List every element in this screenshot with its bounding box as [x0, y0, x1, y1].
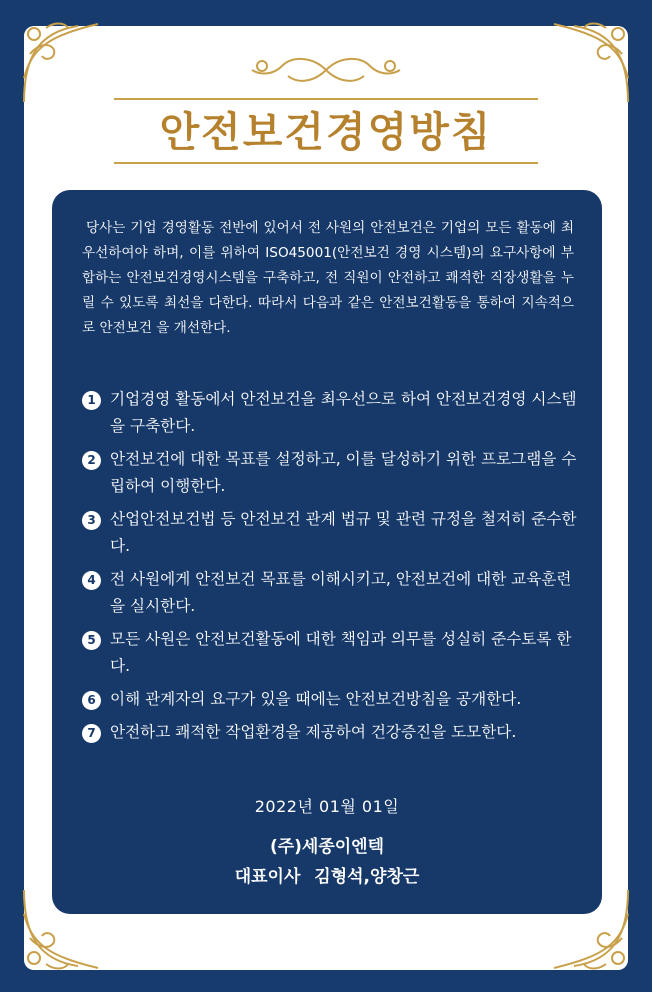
number-badge: 5 [82, 631, 101, 650]
list-item [82, 446, 580, 500]
list-item-text: 안전하고 쾌적한 작업환경을 제공하여 건강증진을 도모한다. [110, 723, 517, 741]
title-ornament-icon [242, 52, 410, 88]
page-title: 안전보건경영방침 [159, 108, 493, 156]
policy-panel [52, 190, 602, 914]
list-item [82, 506, 580, 560]
company-name: (주)세종이엔텍 [269, 837, 385, 857]
number-badge: 3 [82, 511, 101, 530]
list-item-text: 모든 사원은 안전보건활동에 대한 책임과 의무를 성실히 준수토록 한다. [110, 630, 572, 675]
number-badge: 7 [82, 724, 101, 743]
corner-flourish-icon [544, 18, 634, 108]
list-item [82, 626, 580, 680]
number-badge: 2 [82, 451, 101, 470]
intro-paragraph: 당사는 기업 경영활동 전반에 있어서 전 사원의 안전보건은 기업의 모든 활동에 최우선하여야 하며, 이를 위하여 ISO45001(안전보건 경영 시스템)의 요구사항에 부합하는 안전보건경영시스템을 구축하고, 전 직원이 안전하고 쾌적한 직장생활을 누릴 수 있도록 최선을 다한다. 따라서 다음과 같은 안전보건활동을 통하여 지속적으로 안전보건 을 개선한다. [82, 220, 574, 336]
list-item [82, 686, 580, 713]
title-rule-bottom [114, 162, 538, 164]
list-item-text: 전 사원에게 안전보건 목표를 이해시키고, 안전보건에 대한 교육훈련을 실시한다. [110, 570, 572, 615]
number-badge: 4 [82, 571, 101, 590]
ceo-signature-line: 대표이사 김형석,양창근 [234, 867, 420, 887]
list-item [82, 566, 580, 620]
title-rule-top [114, 98, 538, 100]
list-item-text: 이해 관계자의 요구가 있을 때에는 안전보건방침을 공개한다. [110, 690, 522, 708]
list-item [82, 719, 580, 746]
number-badge: 6 [82, 691, 101, 710]
list-item-text: 산업안전보건법 등 안전보건 관계 법규 및 관련 규정을 철저히 준수한다. [110, 510, 577, 555]
list-item-text: 기업경영 활동에서 안전보건을 최우선으로 하여 안전보건경영 시스템을 구축한다. [110, 390, 577, 435]
policy-list [82, 386, 580, 752]
policy-date: 2022년 01월 01일 [254, 797, 400, 816]
corner-flourish-icon [18, 18, 108, 108]
number-badge: 1 [82, 391, 101, 410]
list-item [82, 386, 580, 440]
list-item-text: 안전보건에 대한 목표를 설정하고, 이를 달성하기 위한 프로그램을 수립하여 이행한다. [110, 450, 577, 495]
